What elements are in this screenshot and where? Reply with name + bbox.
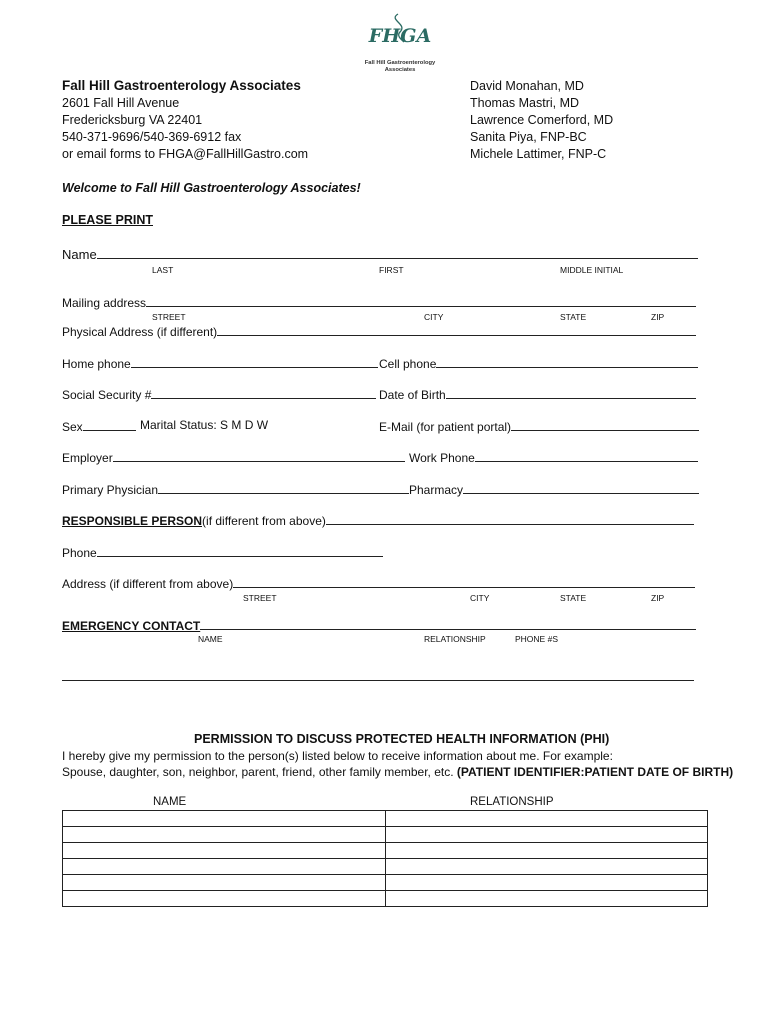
mailing-sub-city: CITY <box>424 312 444 322</box>
ssn-label: Social Security # <box>62 388 152 402</box>
phi-name-cell[interactable] <box>63 891 386 907</box>
employer-label: Employer <box>62 451 113 465</box>
responsible-phone-field[interactable] <box>62 544 383 560</box>
phi-relationship-cell[interactable] <box>385 875 708 891</box>
phi-table <box>62 810 708 907</box>
primary-label: Primary Physician <box>62 483 159 497</box>
responsible-label: RESPONSIBLE PERSON <box>62 514 203 528</box>
phi-line2-bold: (PATIENT IDENTIFIER:PATIENT DATE OF BIRTH) <box>456 765 734 779</box>
phi-relationship-cell[interactable] <box>385 859 708 875</box>
emergency-extra-line[interactable] <box>62 680 694 681</box>
provider-2: Thomas Mastri, MD <box>470 96 580 110</box>
pharmacy-field[interactable] <box>409 481 699 497</box>
name-sub-middle: MIDDLE INITIAL <box>560 265 624 275</box>
phi-line2-text: Spouse, daughter, son, neighbor, parent, friend, other family member, etc. <box>62 765 457 779</box>
address-diff-label: Address (if different from above) <box>62 577 234 591</box>
resp-sub-city: CITY <box>470 593 490 603</box>
emergency-sub-relationship: RELATIONSHIP <box>424 634 486 644</box>
practice-address2: Fredericksburg VA 22401 <box>62 113 203 127</box>
emergency-sub-name: NAME <box>198 634 223 644</box>
mailing-sub-street: STREET <box>152 312 186 322</box>
resp-sub-zip: ZIP <box>651 593 665 603</box>
welcome-text: Welcome to Fall Hill Gastroenterology Associates! <box>62 181 361 195</box>
email-label: E-Mail (for patient portal) <box>379 420 512 434</box>
home-phone-field[interactable] <box>62 355 378 371</box>
name-label: Name <box>62 247 97 262</box>
resp-sub-state: STATE <box>560 593 587 603</box>
phi-line2 <box>62 765 733 779</box>
phi-row <box>63 843 708 859</box>
phone-label: Phone <box>62 546 97 560</box>
mailing-label: Mailing address <box>62 296 147 310</box>
resp-sub-street: STREET <box>243 593 277 603</box>
dob-field[interactable] <box>379 386 696 402</box>
phi-relationship-cell[interactable] <box>385 811 708 827</box>
provider-1: David Monahan, MD <box>470 79 584 93</box>
emergency-contact-field[interactable] <box>62 617 696 633</box>
provider-5: Michele Lattimer, FNP-C <box>470 147 607 161</box>
physical-label: Physical Address (if different) <box>62 325 218 339</box>
employer-field[interactable] <box>62 449 405 465</box>
responsible-address-field[interactable] <box>62 575 695 591</box>
email-field[interactable] <box>379 418 699 434</box>
provider-4: Sanita Piya, FNP-BC <box>470 130 587 144</box>
ssn-field[interactable] <box>62 386 376 402</box>
name-sub-first: FIRST <box>379 265 404 275</box>
cell-phone-label: Cell phone <box>379 357 437 371</box>
work-phone-label: Work Phone <box>409 451 475 465</box>
phi-title: PERMISSION TO DISCUSS PROTECTED HEALTH INFORMATION (PHI) <box>194 732 610 746</box>
phi-col-relationship: RELATIONSHIP <box>470 796 554 808</box>
logo-line1: Fall Hill Gastroenterology <box>364 60 436 66</box>
phi-name-cell[interactable] <box>63 875 386 891</box>
phi-name-cell[interactable] <box>63 843 386 859</box>
practice-phones: 540-371-9696/540-369-6912 fax <box>62 130 242 144</box>
phi-name-cell[interactable] <box>63 859 386 875</box>
emergency-sub-phone: PHONE #S <box>515 634 558 644</box>
phi-relationship-cell[interactable] <box>385 891 708 907</box>
emergency-label: EMERGENCY CONTACT <box>62 619 201 633</box>
pharmacy-label: Pharmacy <box>409 483 464 497</box>
phi-row <box>63 875 708 891</box>
phi-relationship-cell[interactable] <box>385 827 708 843</box>
phi-row <box>63 811 708 827</box>
primary-physician-field[interactable] <box>62 481 409 497</box>
practice-email: or email forms to FHGA@FallHillGastro.com <box>62 147 309 161</box>
name-field[interactable] <box>62 246 698 262</box>
sex-field[interactable] <box>62 418 136 434</box>
logo-line2: Associates <box>384 67 416 73</box>
phi-row <box>63 827 708 843</box>
phi-row <box>63 859 708 875</box>
phi-name-cell[interactable] <box>63 811 386 827</box>
practice-name: Fall Hill Gastroenterology Associates <box>62 78 301 93</box>
dob-label: Date of Birth <box>379 388 446 402</box>
fhga-logo <box>358 12 442 78</box>
phi-row <box>63 891 708 907</box>
phi-line1: I hereby give my permission to the person(s) listed below to receive information about me. For example: <box>62 749 613 763</box>
phi-col-name: NAME <box>153 796 187 808</box>
provider-3: Lawrence Comerford, MD <box>470 113 614 127</box>
sex-label: Sex <box>62 420 83 434</box>
logo-abbr: FHGA <box>368 25 432 47</box>
name-sub-last: LAST <box>152 265 174 275</box>
practice-address1: 2601 Fall Hill Avenue <box>62 96 180 110</box>
responsible-note: (if different from above) <box>202 514 326 528</box>
responsible-person-field[interactable] <box>62 512 694 528</box>
work-phone-field[interactable] <box>409 449 698 465</box>
phi-name-cell[interactable] <box>63 827 386 843</box>
marital-status[interactable]: Marital Status: S M D W <box>140 418 269 432</box>
mailing-sub-zip: ZIP <box>651 312 665 322</box>
mailing-sub-state: STATE <box>560 312 587 322</box>
home-phone-label: Home phone <box>62 357 131 371</box>
physical-address-field[interactable] <box>62 323 696 339</box>
please-print: PLEASE PRINT <box>62 213 153 227</box>
mailing-address-field[interactable] <box>62 294 696 310</box>
cell-phone-field[interactable] <box>379 355 698 371</box>
phi-relationship-cell[interactable] <box>385 843 708 859</box>
